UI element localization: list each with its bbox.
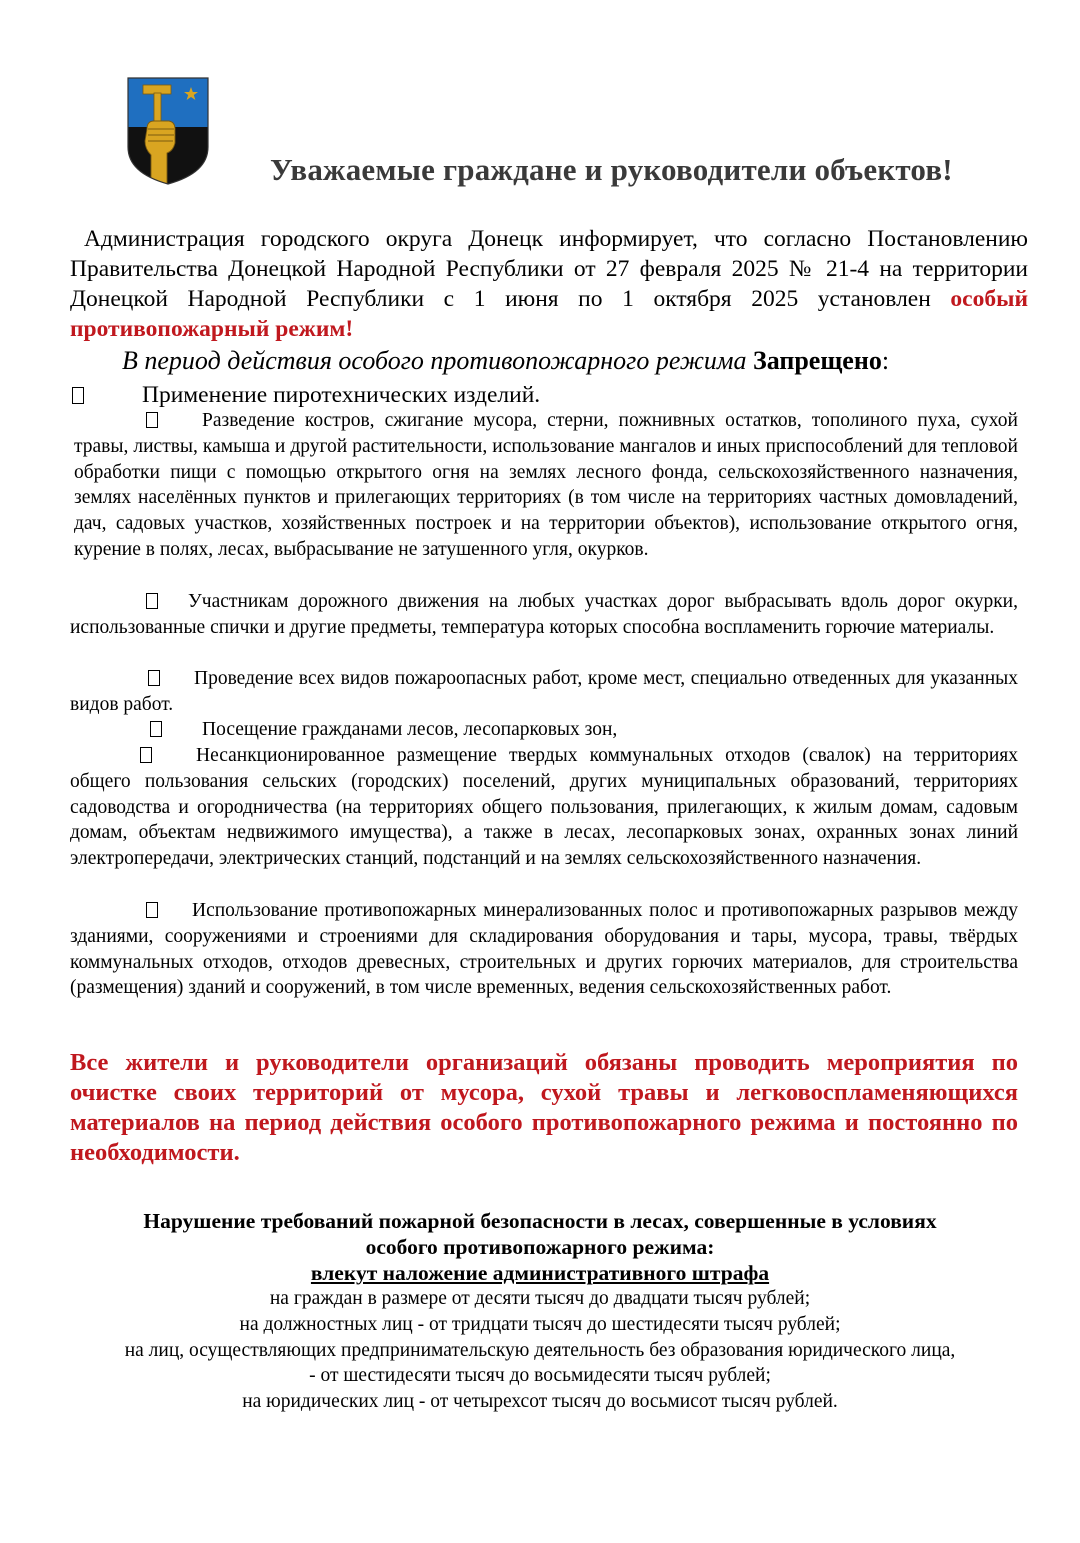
prohibition-item <box>70 898 1018 1001</box>
prohibitions-heading-bold: Запрещено <box>752 346 882 375</box>
prohibition-text: Использование противопожарных минерализованных полос и противопожарных разрывов между зданиями, сооружениями и строениями для складирования оборудования и тары, мусора, травы, твёрдых коммунальных отходов, отходов древесных, строительных и других горючих материалов, для строительства (размещения) зданий и сооружений, в том числе временных, ведения сельскохозяйственных работ. <box>70 900 1018 999</box>
fine-line: на граждан в размере от десяти тысяч до двадцати тысяч рублей; <box>269 1288 811 1309</box>
intro-highlight: особый противопожарный режим! <box>70 286 1028 342</box>
fine-line: на лиц, осуществляющих предпринимательскую деятельность без образования юридического лица, <box>124 1339 956 1361</box>
fine-line: на должностных лиц - от тридцати тысяч до шестидесяти тысяч рублей; <box>239 1313 841 1335</box>
fine-line: - от шестидесяти тысяч до восьмидесяти тысяч рублей; <box>309 1365 771 1387</box>
prohibition-item <box>70 717 1018 743</box>
checkbox-bullet-icon <box>72 387 84 404</box>
prohibition-item <box>74 408 1018 563</box>
checkbox-bullet-icon <box>146 902 158 918</box>
prohibitions-heading <box>122 345 1022 377</box>
prohibition-item <box>70 666 1018 718</box>
prohibition-item <box>72 380 1022 410</box>
intro-text: Администрация городского округа Донецк информирует, что согласно Постановлению Правительства Донецкой Народной Республики от 27 февраля 2025 № 21-4 на территории Донецкой Народной Республики с 1 июня по 1 октября 2025 установлен <box>70 226 1028 312</box>
intro-paragraph <box>70 224 1028 344</box>
prohibition-text: Посещение гражданами лесов, лесопарковых зон, <box>202 719 618 740</box>
prohibition-text: Разведение костров, сжигание мусора, стерни, пожнивных остатков, тополиного пуха, сухой травы, листвы, камыша и другой растительности, использование мангалов и иных приспособлений для тепловой обработки пищи с помощью открытого огня на землях лесного фонда, сельскохозяйственного назначения, землях населённых пунктов и прилегающих территориях (в том числе на территориях частных домовладений, дач, садовых участков, хозяйственных построек и на территории объектов), использование открытого огня, курение в полях, лесах, выбрасывание не затушенного угля, окурков. <box>74 410 1018 560</box>
prohibition-text: Проведение всех видов пожароопасных работ, кроме мест, специально отведенных для указанных видов работ. <box>70 668 1018 715</box>
prohibition-text: Применение пиротехнических изделий. <box>142 382 541 408</box>
penalty-title-line: Нарушение требований пожарной безопасности в лесах, совершенные в условиях <box>143 1209 937 1233</box>
residents-obligation-callout: Все жители и руководители организаций обязаны проводить мероприятия по очистке своих территорий от мусора, сухой травы и легковоспламеняющихся материалов на период действия особого противопожарного режима и постоянно по необходимости. <box>70 1049 1018 1166</box>
checkbox-bullet-icon <box>146 412 158 428</box>
prohibition-item <box>70 589 1018 641</box>
checkbox-bullet-icon <box>146 593 158 609</box>
prohibitions-heading-suffix: : <box>881 346 890 375</box>
checkbox-bullet-icon <box>148 670 160 686</box>
donetsk-coat-of-arms-icon <box>127 77 209 185</box>
page-title: Уважаемые граждане и руководители объектов! <box>270 152 953 187</box>
penalty-title-line: особого противопожарного режима: <box>365 1235 715 1259</box>
prohibition-text: Участникам дорожного движения на любых участках дорог выбрасывать вдоль дорог окурки, использованные спички и другие предметы, температура которых способна воспламенить горючие материалы. <box>70 591 1018 638</box>
checkbox-bullet-icon <box>140 747 152 763</box>
checkbox-bullet-icon <box>150 721 162 737</box>
prohibition-text: Несанкционированное размещение твердых коммунальных отходов (свалок) на территориях общего пользования сельских (городских) поселений, других муниципальных образований, территориях садоводства и огородничества (на территориях общего пользования, прилегающих, к жилым домам, садовым домам, объектам недвижимого имущества), а также в лесах, лесопарковых зонах, охранных зонах линий электропередачи, электрических станций, подстанций и на землях сельскохозяйственного назначения. <box>70 745 1018 870</box>
penalty-block <box>40 1208 1040 1415</box>
fine-line: на юридических лиц - от четырехсот тысяч до восьмисот тысяч рублей. <box>242 1391 838 1413</box>
prohibitions-heading-italic: В период действия особого противопожарного режима <box>122 346 753 375</box>
prohibition-item <box>70 743 1018 872</box>
penalty-subtitle: влекут наложение административного штрафа <box>310 1261 770 1285</box>
